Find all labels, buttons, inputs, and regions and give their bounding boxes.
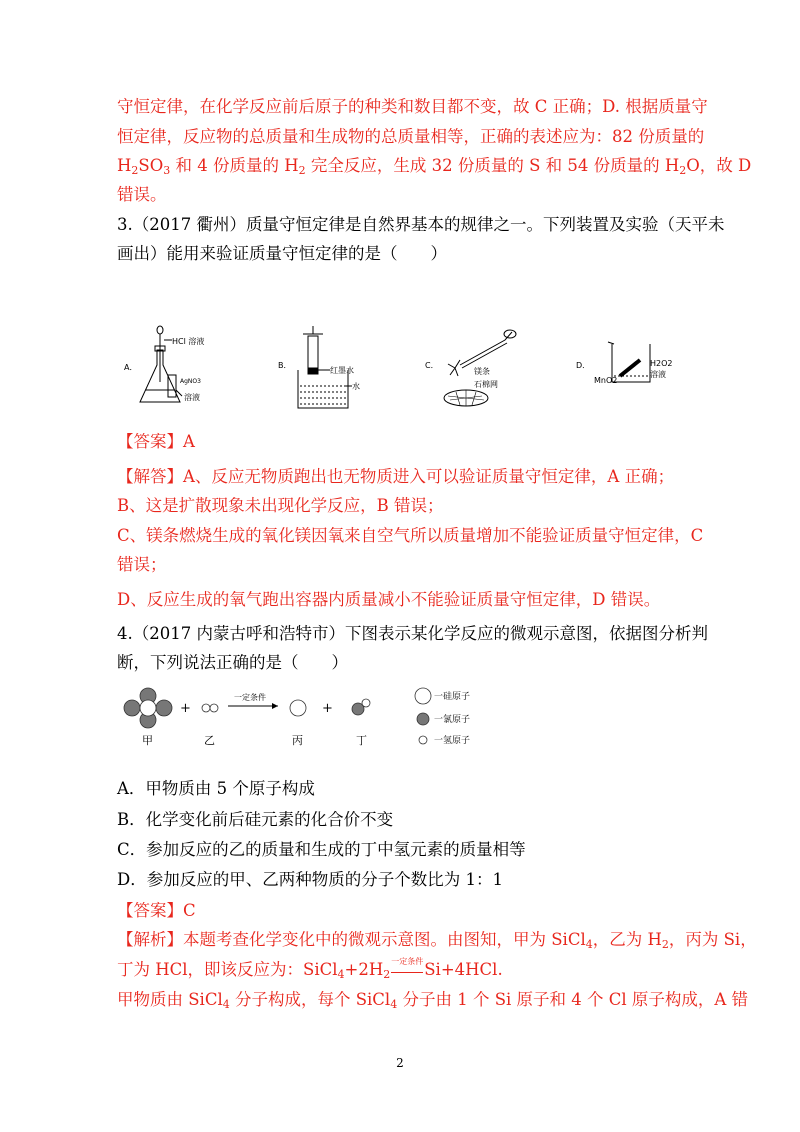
svg-text:溶液: 溶液 [184, 393, 200, 402]
svg-text:一定条件: 一定条件 [234, 693, 266, 702]
svg-text:+: + [180, 701, 191, 716]
question-4-stem: 4.（2017 内蒙古呼和浩特市）下图表示某化学反应的微观示意图，依据图分析判 [117, 624, 708, 643]
svg-text:溶液: 溶液 [650, 370, 666, 379]
q4-micro-diagram [118, 684, 538, 752]
question-3-stem: 画出）能用来验证质量守恒定律的是（ ） [117, 244, 447, 263]
answer-line: 错误。 [117, 185, 167, 204]
q4-explanation: 【解析】本题考查化学变化中的微观示意图。由图知，甲为 SiCl$_4$，乙为 $H_2$，丙为 Si， [117, 930, 757, 951]
apparatus-c [425, 330, 516, 406]
svg-text:MnO2: MnO2 [594, 376, 618, 385]
q3-explanation: C、镁条燃烧生成的氧化镁因氧来自空气所以质量增加不能验证质量守恒定律，C [117, 526, 704, 545]
q4-option-b: B．化学变化前后硅元素的化合价不变 [117, 810, 394, 829]
svg-text:丙: 丙 [292, 734, 303, 747]
svg-text:一氢原子: 一氢原子 [434, 736, 471, 746]
svg-text:HCl 溶液: HCl 溶液 [172, 337, 205, 346]
molecule-jia [124, 688, 172, 728]
svg-text:A．: A． [124, 363, 138, 372]
q4-option-d: D．参加反应的甲、乙两种物质的分子个数比为 1：1 [117, 870, 503, 889]
q3-explanation: D、反应生成的氧气跑出容器内质量减小不能验证质量守恒定律，D 错误。 [117, 590, 661, 609]
question-4-stem: 断，下列说法正确的是（ ） [117, 653, 348, 672]
svg-text:镁条: 镁条 [474, 367, 490, 376]
svg-text:水: 水 [352, 382, 360, 391]
svg-text:H2O2: H2O2 [650, 359, 673, 368]
q4-answer: 【答案】C [117, 901, 196, 920]
molecule-ding [352, 699, 370, 715]
svg-text:AgNO3: AgNO3 [180, 378, 201, 385]
svg-text:甲: 甲 [142, 734, 153, 747]
answer-line: $H_2SO_3$ 和 4 份质量的 $H_2$ 完全反应，生成 32 份质量的 S 和 54 份质量的 $H_2O$，故 D [117, 156, 752, 177]
page-number: 2 [396, 1056, 404, 1070]
q3-apparatus-figure [120, 320, 680, 415]
svg-text:红墨水: 红墨水 [330, 366, 354, 375]
legend [415, 688, 431, 744]
svg-text:C．: C． [425, 361, 439, 370]
svg-text:+: + [322, 701, 333, 716]
q3-explanation: 【解答】A、反应无物质跑出也无物质进入可以验证质量守恒定律，A 正确； [117, 467, 675, 486]
svg-text:一氯原子: 一氯原子 [434, 715, 471, 725]
question-3-stem: 3.（2017 衢州）质量守恒定律是自然界基本的规律之一。下列装置及实验（天平未 [117, 215, 725, 234]
q3-explanation: 错误； [117, 555, 167, 574]
svg-text:乙: 乙 [204, 734, 215, 747]
svg-text:B．: B． [278, 361, 292, 370]
q4-explanation: 丁为 HCl，即该反应为：$SiCl_4+2H_2$ 一定条件 Si+4HCl. [117, 956, 503, 981]
molecule-yi [202, 704, 218, 712]
q4-option-c: C．参加反应的乙的质量和生成的丁中氢元素的质量相等 [117, 840, 526, 859]
answer-line: 恒定律，反应物的总质量和生成物的总质量相等，正确的表述应为：82 份质量的 [117, 127, 705, 146]
q4-explanation: 甲物质由 SiCl$_4$ 分子构成，每个 SiCl$_4$ 分子由 1 个 Si 原子和 4 个 Cl 原子构成，A 错 [117, 990, 749, 1011]
answer-line: 守恒定律，在化学反应前后原子的种类和数目都不变，故 C 正确；D. 根据质量守 [117, 97, 708, 116]
atom-si [290, 700, 306, 716]
svg-text:D．: D． [576, 361, 591, 370]
svg-text:石棉网: 石棉网 [474, 380, 498, 389]
q4-option-a: A．甲物质由 5 个原子构成 [117, 779, 315, 798]
svg-text:丁: 丁 [356, 734, 367, 747]
reaction-condition-arrow: 一定条件 [390, 964, 424, 978]
q3-answer: 【答案】A [117, 432, 195, 451]
svg-text:一硅原子: 一硅原子 [434, 692, 471, 702]
q3-explanation: B、这是扩散现象未出现化学反应，B 错误； [117, 496, 444, 515]
